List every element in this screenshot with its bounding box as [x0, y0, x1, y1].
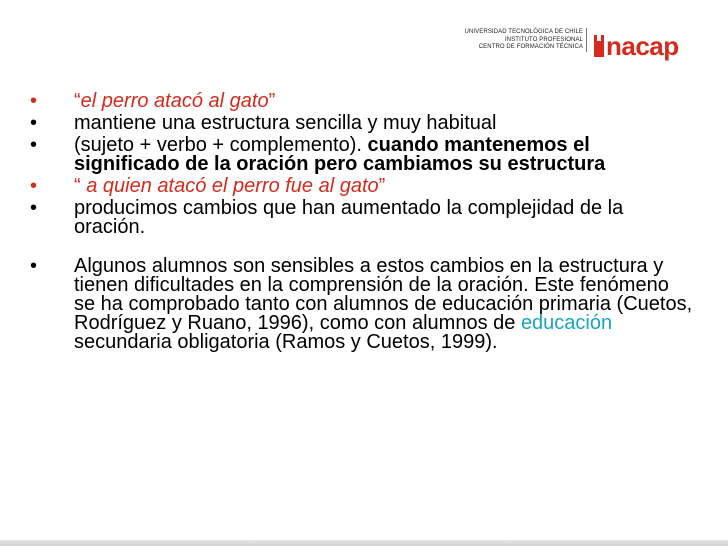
bullet-marker: • — [30, 197, 38, 219]
bullet-text: producimos cambios que han aumentado la complejidad de la oración. — [74, 197, 624, 238]
quote-close: ” — [378, 175, 386, 197]
institution-line-1: UNIVERSIDAD TECNOLÓGICA DE CHILE — [464, 29, 583, 35]
bullet-marker: • — [30, 90, 38, 112]
bullet-item-6 — [30, 257, 695, 352]
inacap-logo — [594, 32, 679, 60]
bullet-item-4 — [30, 177, 695, 196]
bold-emphasis: cuando mantenemos el significado de la oración pero cambiamos su estructura — [74, 134, 606, 175]
institution-line-2: INSTITUTO PROFESIONAL — [505, 36, 583, 43]
example-sentence-2: a quien atacó el perro fue al gato — [80, 175, 379, 197]
header-divider — [586, 28, 587, 52]
footer-bar — [0, 540, 728, 546]
bullet-marker: • — [30, 255, 38, 277]
bullet-text-end: secundaria obligatoria (Ramos y Cuetos, 1999). — [74, 331, 498, 353]
bullet-marker: • — [30, 134, 38, 156]
institution-line-3: CENTRO DE FORMACIÓN TÉCNICA — [478, 44, 583, 50]
example-sentence-1: el perro atacó al gato — [80, 90, 269, 112]
bullet-text: (sujeto + verbo + complemento). — [74, 134, 368, 156]
bullet-item-5 — [30, 199, 695, 237]
bullet-text: mantiene una estructura sencilla y muy habitual — [74, 112, 497, 134]
bullet-marker: • — [30, 112, 38, 134]
quote-open: “ — [74, 90, 81, 112]
institution-text — [465, 29, 583, 52]
bullet-text: Algunos alumnos son sensibles a estos cambios en la estructura y tienen dificultades en la comprensión de la oración. Este fenómeno se ha comprobado tanto con alumnos de educación primaria (Cuetos, Rodríguez y Ruano, 1996), como con alumnos de — [74, 255, 693, 334]
logo-text: nacap — [606, 31, 679, 61]
logo-mark-icon — [594, 35, 604, 57]
educacion-link[interactable]: educación — [520, 312, 613, 334]
bullet-item-1 — [30, 92, 695, 111]
quote-open: “ — [74, 175, 81, 197]
slide-header — [0, 0, 728, 62]
quote-close: ” — [268, 90, 276, 112]
bullet-marker: • — [30, 175, 38, 197]
bullet-item-2 — [30, 114, 695, 133]
bullet-item-3 — [30, 136, 695, 174]
slide-body — [30, 92, 695, 355]
